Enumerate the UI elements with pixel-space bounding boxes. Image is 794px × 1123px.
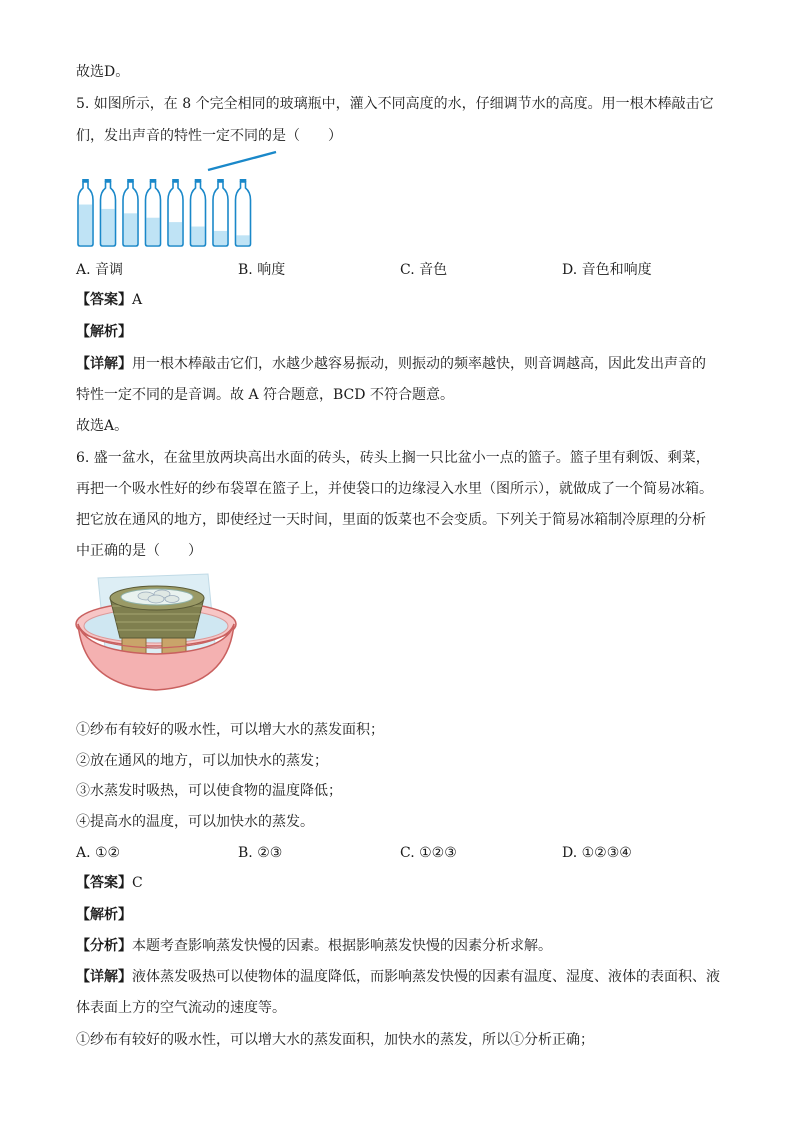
q6-option-c: C. ①②③ xyxy=(400,845,457,861)
bottle-water xyxy=(147,218,160,245)
q6-analysis-tag: 【解析】 xyxy=(76,907,132,923)
q5-option-d: D. 音色和响度 xyxy=(562,262,652,278)
q6-statement-4: ④提高水的温度，可以加快水的蒸发。 xyxy=(76,814,314,830)
q6-statement-1: ①纱布有较好的吸水性，可以增大水的蒸发面积； xyxy=(76,722,384,738)
q5-detail-tag: 【详解】 xyxy=(76,356,132,372)
bottle xyxy=(213,179,228,246)
bottle-water xyxy=(102,209,115,245)
q6-answer-value: C xyxy=(132,875,143,891)
q6-fenxi: 【分析】本题考查影响蒸发快慢的因素。根据影响蒸发快慢的因素分析求解。 xyxy=(76,938,552,954)
q6-stem-line2: 再把一个吸水性好的纱布袋罩在篮子上，并使袋口的边缘浸入水里（图所示），就做成了一个简易冰箱。 xyxy=(76,481,713,497)
q5-bottles-figure xyxy=(76,148,276,252)
bottle xyxy=(191,179,206,246)
bottle-cap xyxy=(240,179,247,182)
bottle-water xyxy=(124,213,137,245)
q6-statement-2: ②放在通风的地方，可以加快水的蒸发； xyxy=(76,753,328,769)
bottle-water xyxy=(237,235,250,245)
q5-answer-tag: 【答案】 xyxy=(76,292,132,308)
q6-detail-line2: 体表面上方的空气流动的速度等。 xyxy=(76,1000,286,1016)
q6-fenxi-tag: 【分析】 xyxy=(76,938,132,954)
bottle-cap xyxy=(127,179,134,182)
bottle-water xyxy=(214,231,227,245)
q5-analysis-tag: 【解析】 xyxy=(76,324,132,340)
bottle-cap xyxy=(105,179,112,182)
bottle xyxy=(236,179,251,246)
q6-option-d: D. ①②③④ xyxy=(562,845,632,861)
q5-option-b: B. 响度 xyxy=(238,262,286,278)
bottle-cap xyxy=(82,179,89,182)
bottle-water xyxy=(79,205,92,245)
q5-stem-line2: 们，发出声音的特性一定不同的是（ ） xyxy=(76,128,342,144)
q5-detail-line1: 【详解】用一根木棒敲击它们，水越少越容易振动，则振动的频率越快，则音调越高，因此发出声音的 xyxy=(76,356,706,372)
q6-statement-3: ③水蒸发时吸热，可以使食物的温度降低； xyxy=(76,783,342,799)
bottle-cap xyxy=(195,179,202,182)
bottle-water xyxy=(169,222,182,245)
q6-option-b: B. ②③ xyxy=(238,845,283,861)
bottle xyxy=(78,179,93,246)
q6-detail-tag: 【详解】 xyxy=(76,969,132,985)
q6-stem-line1: 6. 盛一盆水，在盆里放两块高出水面的砖头，砖头上搁一只比盆小一点的篮子。篮子里有剩饭、剩菜， xyxy=(76,450,710,466)
q5-option-a: A. 音调 xyxy=(76,262,124,278)
q5-answer-value: A xyxy=(132,292,143,308)
q6-fridge-figure xyxy=(76,568,242,704)
q5-answer xyxy=(76,290,142,310)
bottle-cap xyxy=(217,179,224,182)
prev-conclusion: 故选D。 xyxy=(76,64,130,80)
q5-detail-line2: 特性一定不同的是音调。故 A 符合题意，BCD 不符合题意。 xyxy=(76,387,454,403)
q6-detail-line3: ①纱布有较好的吸水性，可以增大水的蒸发面积，加快水的蒸发，所以①分析正确； xyxy=(76,1032,594,1048)
bottle-water xyxy=(192,227,205,245)
q6-answer-tag: 【答案】 xyxy=(76,875,132,891)
q6-stem-line4: 中正确的是（ ） xyxy=(76,543,202,559)
q5-option-c: C. 音色 xyxy=(400,262,448,278)
bottle xyxy=(168,179,183,246)
q6-stem-line3: 把它放在通风的地方，即使经过一天时间，里面的饭菜也不会变质。下列关于简易冰箱制冷原理的分析 xyxy=(76,512,706,528)
q6-option-a: A. ①② xyxy=(76,845,121,861)
q6-answer xyxy=(76,873,143,893)
q6-detail-line1: 【详解】液体蒸发吸热可以使物体的温度降低，而影响蒸发快慢的因素有温度、湿度、液体的表面积、液 xyxy=(76,969,720,985)
bottle xyxy=(123,179,138,246)
wooden-stick xyxy=(208,152,276,170)
bottle xyxy=(101,179,116,246)
bottle-cap xyxy=(150,179,157,182)
q5-stem-line1: 5. 如图所示，在 8 个完全相同的玻璃瓶中，灌入不同高度的水，仔细调节水的高度。用一根木棒敲击它 xyxy=(76,96,714,112)
bottle-cap xyxy=(172,179,179,182)
q5-conclusion: 故选A。 xyxy=(76,418,129,434)
bottle xyxy=(146,179,161,246)
